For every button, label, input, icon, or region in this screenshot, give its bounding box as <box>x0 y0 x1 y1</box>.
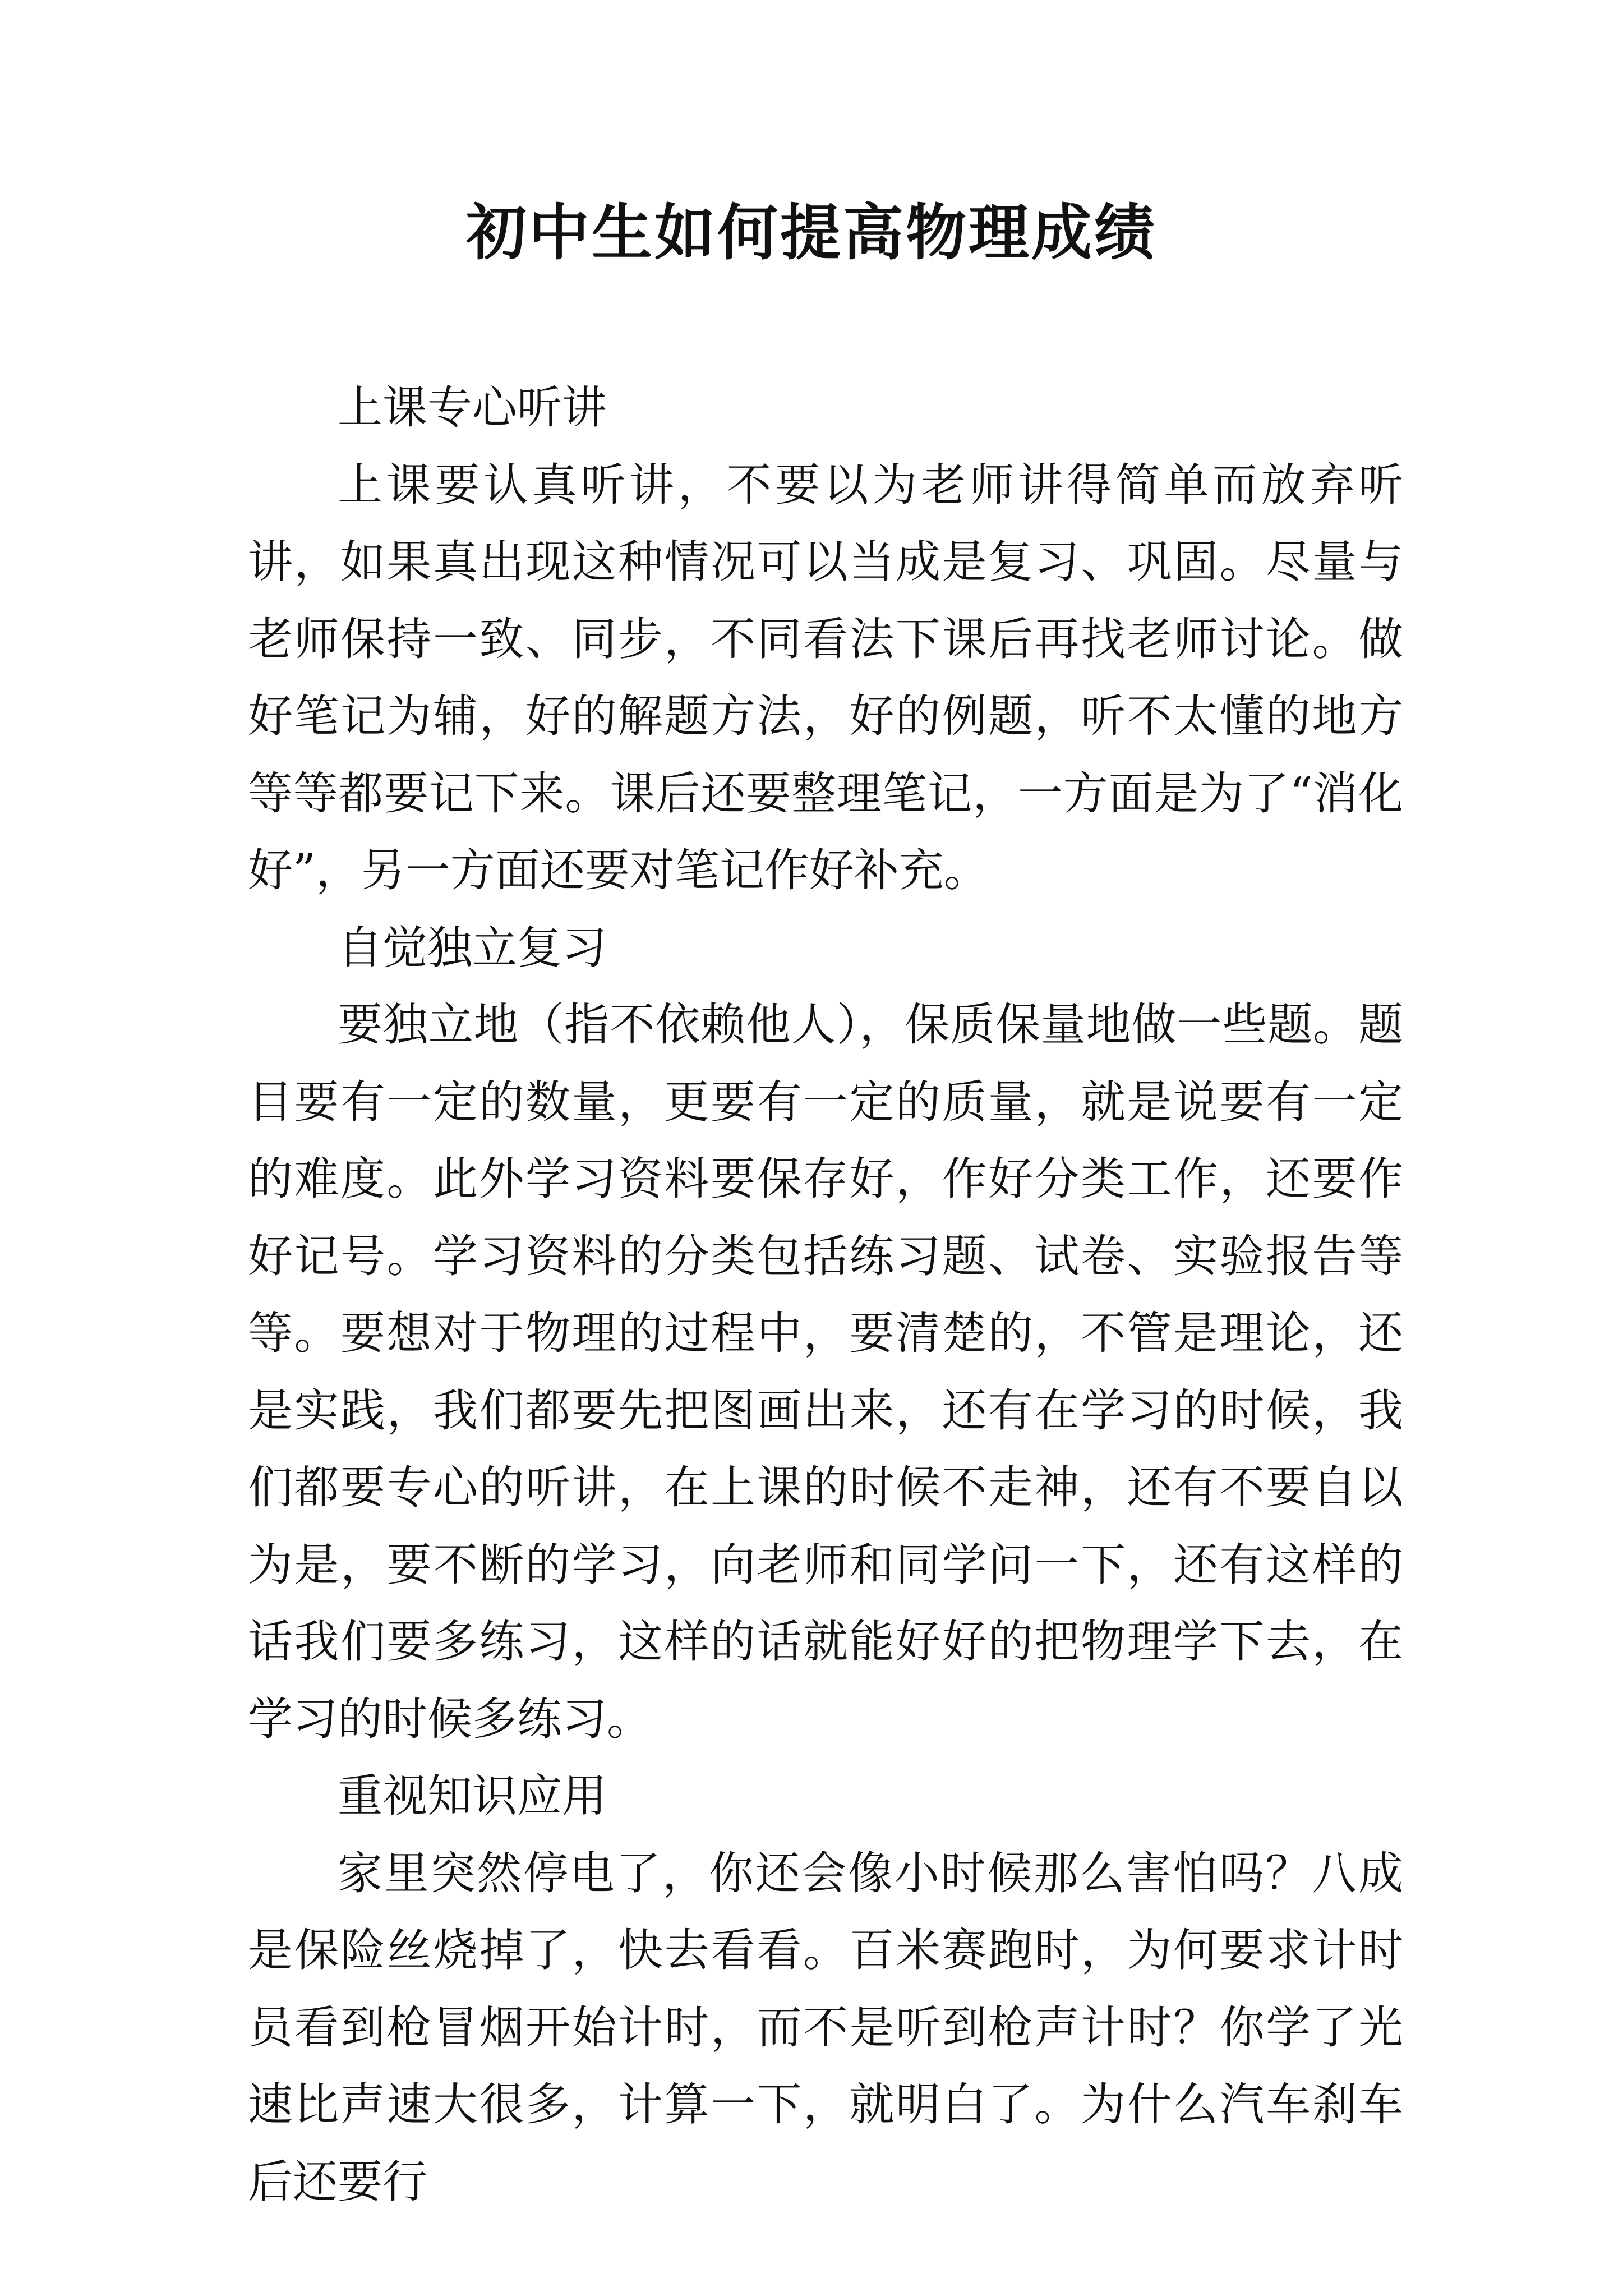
document-title: 初中生如何提高物理成绩 <box>465 197 1157 268</box>
section-paragraph: 要独立地（指不依赖他人），保质保量地做一些题。题目要有一定的数量，更要有一定的质量，就是说要有一定的难度。此外学习资料要保存好，作好分类工作，还要作好记号。学习资料的分类包括练习题、试卷、实验报告等等。要想对于物理的过程中，要清楚的，不管是理论，还是实践，我们都要先把图画出来，还有在学习的时候，我们都要专心的听讲，在上课的时候不走神，还有不要自以为是，要不断的学习，向老师和同学问一下，还有这样的话我们要多练习，这样的话就能好好的把物理学下去，在学习的时候多练习。 <box>248 999 1403 1745</box>
section-paragraph: 家里突然停电了，你还会像小时候那么害怕吗？八成是保险丝烧掉了，快去看看。百米赛跑时，为何要求计时员看到枪冒烟开始计时，而不是听到枪声计时？你学了光速比声速大很多，计算一下，就明白了。为什么汽车刹车后还要行 <box>248 1847 1403 2208</box>
section-heading: 自觉独立复习 <box>338 921 607 974</box>
section-paragraph: 上课要认真听讲，不要以为老师讲得简单而放弃听讲，如果真出现这种情况可以当成是复习、巩固。尽量与老师保持一致、同步，不同看法下课后再找老师讨论。做好笔记为辅，好的解题方法，好的例题，听不太懂的地方等等都要记下来。课后还要整理笔记，一方面是为了“消化好”，另一方面还要对笔记作好补充。 <box>248 458 1403 896</box>
section-heading: 重视知识应用 <box>338 1770 607 1822</box>
document-body <box>248 369 1403 2220</box>
section-heading: 上课专心听讲 <box>338 381 607 434</box>
